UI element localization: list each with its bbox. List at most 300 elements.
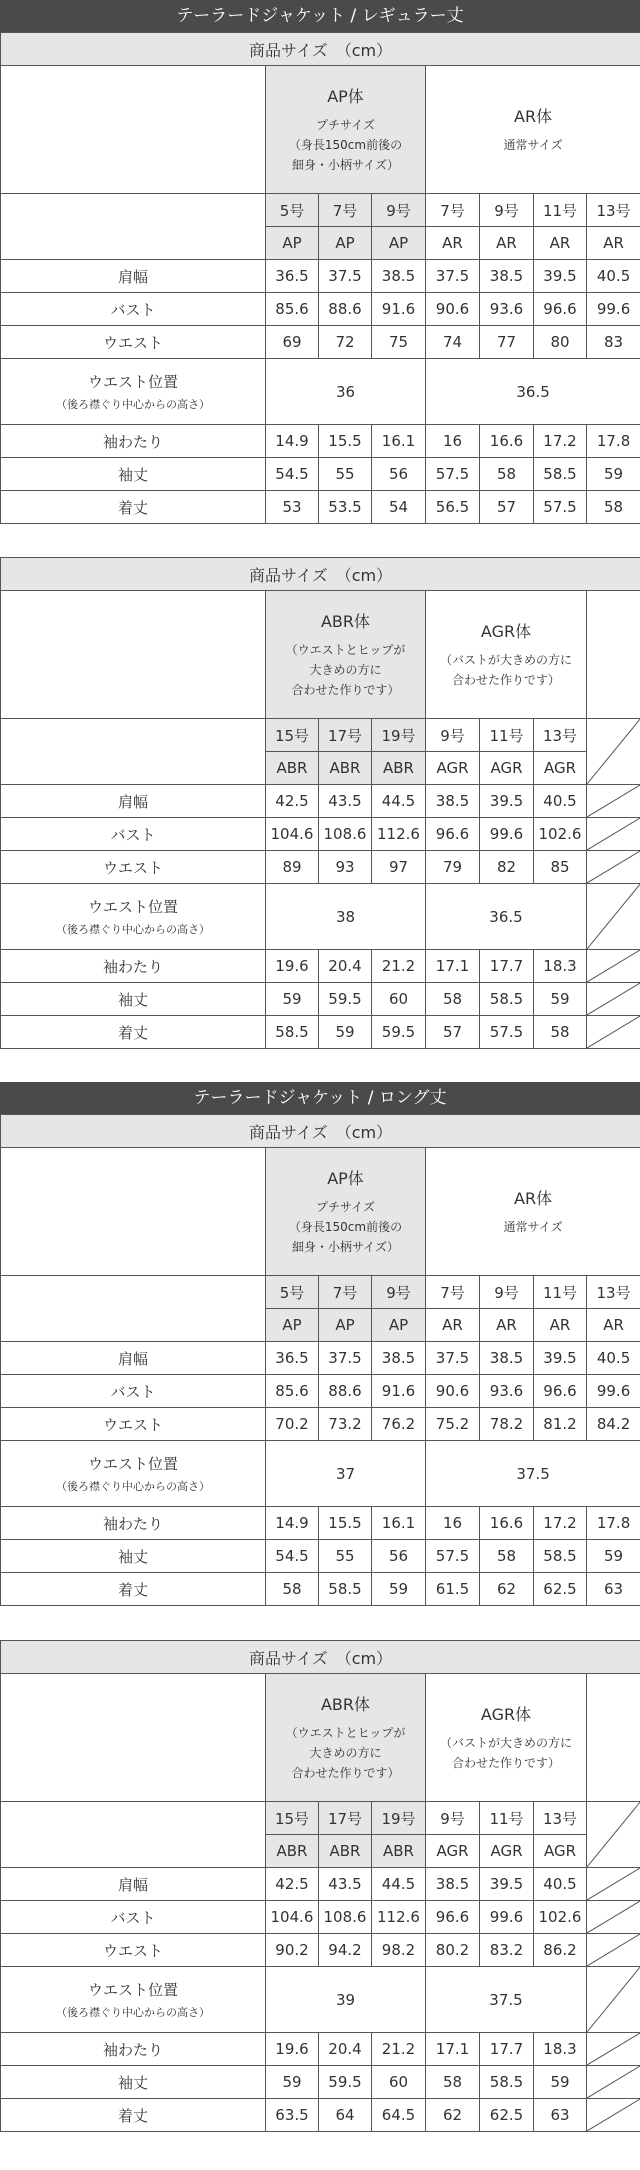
table-row bbox=[1, 1408, 640, 1441]
waist-position-note: （後ろ襟ぐり中心からの高さ） bbox=[56, 398, 210, 411]
table-row bbox=[1, 1507, 640, 1540]
group-desc-line: 細身・小柄サイズ） bbox=[291, 158, 400, 172]
value-cell: 38 bbox=[266, 884, 426, 950]
value-cell: 20.4 bbox=[319, 2033, 372, 2066]
value-cell: 38.5 bbox=[480, 1342, 534, 1375]
value-cell: 38.5 bbox=[480, 260, 534, 293]
diagonal-empty-cell bbox=[587, 950, 640, 983]
value-cell: 15.5 bbox=[319, 1507, 372, 1540]
value-cell: 112.6 bbox=[372, 1901, 426, 1934]
value-cell: 17.8 bbox=[587, 425, 640, 458]
waist-position-note: （後ろ襟ぐり中心からの高さ） bbox=[56, 2006, 210, 2019]
table-row bbox=[1, 818, 640, 851]
value-cell: 69 bbox=[266, 326, 319, 359]
value-cell: 44.5 bbox=[372, 785, 426, 818]
size-label: 17号 bbox=[319, 719, 372, 752]
value-cell: 64.5 bbox=[372, 2099, 426, 2132]
value-cell: 16 bbox=[426, 425, 480, 458]
group-desc-line: プチサイズ bbox=[315, 118, 376, 132]
value-cell: 55 bbox=[319, 1540, 372, 1573]
group-name: AR体 bbox=[514, 1189, 553, 1208]
group-name: AP体 bbox=[327, 1169, 364, 1188]
value-cell: 57 bbox=[480, 491, 534, 524]
value-cell: 58.5 bbox=[534, 1540, 587, 1573]
row-label: ウエスト bbox=[1, 326, 266, 359]
value-cell: 14.9 bbox=[266, 425, 319, 458]
value-cell: 104.6 bbox=[266, 818, 319, 851]
value-cell: 80 bbox=[534, 326, 587, 359]
value-cell: 40.5 bbox=[587, 1342, 640, 1375]
size-label: 19号 bbox=[372, 1802, 426, 1835]
group-desc-line: 細身・小柄サイズ） bbox=[291, 1240, 400, 1254]
value-cell: 58.5 bbox=[319, 1573, 372, 1606]
value-cell: 16.1 bbox=[372, 1507, 426, 1540]
size-label: 11号 bbox=[480, 719, 534, 752]
value-cell: 37.5 bbox=[426, 1967, 587, 2033]
value-cell: 39.5 bbox=[480, 785, 534, 818]
section-title: テーラードジャケット / レギュラー丈 bbox=[0, 0, 640, 32]
diagonal-empty-cell bbox=[587, 1901, 640, 1934]
value-cell: 17.1 bbox=[426, 2033, 480, 2066]
type-label: ABR bbox=[319, 752, 372, 785]
value-cell: 62.5 bbox=[480, 2099, 534, 2132]
value-cell: 99.6 bbox=[587, 1375, 640, 1408]
table-row bbox=[1, 1375, 640, 1408]
value-cell: 62 bbox=[480, 1573, 534, 1606]
value-cell: 16.6 bbox=[480, 425, 534, 458]
value-cell: 59 bbox=[534, 2066, 587, 2099]
size-label: 13号 bbox=[587, 194, 640, 227]
value-cell: 59.5 bbox=[372, 1016, 426, 1049]
group-desc-line: プチサイズ bbox=[315, 1200, 376, 1214]
type-label: ABR bbox=[372, 752, 426, 785]
value-cell: 89 bbox=[266, 851, 319, 884]
value-cell: 57.5 bbox=[426, 1540, 480, 1573]
value-cell: 99.6 bbox=[480, 1901, 534, 1934]
size-table bbox=[0, 32, 640, 524]
group-abr-header bbox=[266, 591, 426, 719]
table-row bbox=[1, 326, 640, 359]
corner-cell bbox=[1, 66, 266, 194]
waist-position-note: （後ろ襟ぐり中心からの高さ） bbox=[56, 1480, 210, 1493]
size-label: 9号 bbox=[426, 719, 480, 752]
type-label: AP bbox=[319, 227, 372, 260]
value-cell: 70.2 bbox=[266, 1408, 319, 1441]
value-cell: 37.5 bbox=[426, 260, 480, 293]
row-label: 袖丈 bbox=[1, 2066, 266, 2099]
value-cell: 18.3 bbox=[534, 2033, 587, 2066]
size-label: 7号 bbox=[319, 194, 372, 227]
table-header: 商品サイズ （cm） bbox=[1, 558, 640, 591]
table-header: 商品サイズ （cm） bbox=[1, 33, 640, 66]
row-label: 袖わたり bbox=[1, 1507, 266, 1540]
value-cell: 96.6 bbox=[534, 293, 587, 326]
diagonal-empty-cell bbox=[587, 1016, 640, 1049]
value-cell: 82 bbox=[480, 851, 534, 884]
table-row bbox=[1, 1868, 640, 1901]
value-cell: 88.6 bbox=[319, 1375, 372, 1408]
size-label: 9号 bbox=[480, 194, 534, 227]
value-cell: 21.2 bbox=[372, 2033, 426, 2066]
value-cell: 42.5 bbox=[266, 1868, 319, 1901]
waist-position-row bbox=[1, 359, 640, 425]
value-cell: 16.1 bbox=[372, 425, 426, 458]
table-row bbox=[1, 1540, 640, 1573]
group-desc-line: 大きめの方に bbox=[309, 663, 382, 677]
value-cell: 63 bbox=[534, 2099, 587, 2132]
group-desc-line: 通常サイズ bbox=[503, 138, 563, 152]
value-cell: 21.2 bbox=[372, 950, 426, 983]
table-row bbox=[1, 983, 640, 1016]
value-cell: 93 bbox=[319, 851, 372, 884]
value-cell: 79 bbox=[426, 851, 480, 884]
waist-position-row bbox=[1, 1441, 640, 1507]
size-label: 5号 bbox=[266, 194, 319, 227]
value-cell: 36.5 bbox=[266, 1342, 319, 1375]
row-label: 肩幅 bbox=[1, 1868, 266, 1901]
row-label bbox=[1, 884, 266, 950]
row-label: ウエスト bbox=[1, 851, 266, 884]
value-cell: 36.5 bbox=[426, 884, 587, 950]
type-label: AP bbox=[266, 1309, 319, 1342]
value-cell: 90.2 bbox=[266, 1934, 319, 1967]
value-cell: 55 bbox=[319, 458, 372, 491]
value-cell: 102.6 bbox=[534, 1901, 587, 1934]
value-cell: 63.5 bbox=[266, 2099, 319, 2132]
value-cell: 90.6 bbox=[426, 1375, 480, 1408]
value-cell: 36.5 bbox=[426, 359, 640, 425]
diagonal-empty-cell bbox=[587, 983, 640, 1016]
value-cell: 54.5 bbox=[266, 1540, 319, 1573]
row-label: 袖わたり bbox=[1, 2033, 266, 2066]
value-cell: 58 bbox=[266, 1573, 319, 1606]
value-cell: 58.5 bbox=[480, 2066, 534, 2099]
value-cell: 36.5 bbox=[266, 260, 319, 293]
value-cell: 97 bbox=[372, 851, 426, 884]
value-cell: 59.5 bbox=[319, 2066, 372, 2099]
value-cell: 83 bbox=[587, 326, 640, 359]
size-label: 9号 bbox=[480, 1276, 534, 1309]
corner-cell bbox=[1, 591, 266, 719]
value-cell: 16 bbox=[426, 1507, 480, 1540]
value-cell: 75.2 bbox=[426, 1408, 480, 1441]
value-cell: 91.6 bbox=[372, 293, 426, 326]
group-ap-header bbox=[266, 1148, 426, 1276]
diagonal-empty-cell bbox=[587, 884, 640, 950]
value-cell: 62.5 bbox=[534, 1573, 587, 1606]
diagonal-empty-cell bbox=[587, 2033, 640, 2066]
row-label: 袖丈 bbox=[1, 1540, 266, 1573]
table-header: 商品サイズ （cm） bbox=[1, 1641, 640, 1674]
group-desc-line: 合わせた作りです） bbox=[451, 1756, 560, 1770]
type-label: AR bbox=[534, 227, 587, 260]
value-cell: 99.6 bbox=[480, 818, 534, 851]
type-label: AP bbox=[372, 1309, 426, 1342]
diagonal-empty-cell bbox=[587, 1802, 640, 1868]
row-label: ウエスト bbox=[1, 1408, 266, 1441]
value-cell: 88.6 bbox=[319, 293, 372, 326]
value-cell: 96.6 bbox=[426, 818, 480, 851]
row-label: 着丈 bbox=[1, 2099, 266, 2132]
type-label: AGR bbox=[480, 752, 534, 785]
group-name: ABR体 bbox=[320, 1695, 371, 1714]
row-label: 肩幅 bbox=[1, 785, 266, 818]
value-cell: 58 bbox=[480, 1540, 534, 1573]
table-row bbox=[1, 1901, 640, 1934]
value-cell: 78.2 bbox=[480, 1408, 534, 1441]
value-cell: 57.5 bbox=[480, 1016, 534, 1049]
type-label: AR bbox=[587, 227, 640, 260]
group-name: AP体 bbox=[327, 87, 364, 106]
value-cell: 99.6 bbox=[587, 293, 640, 326]
table-row bbox=[1, 2066, 640, 2099]
value-cell: 39.5 bbox=[534, 1342, 587, 1375]
table-row bbox=[1, 785, 640, 818]
group-name: AGR体 bbox=[480, 622, 532, 641]
table-row bbox=[1, 491, 640, 524]
group-abr-header bbox=[266, 1674, 426, 1802]
value-cell: 56 bbox=[372, 1540, 426, 1573]
value-cell: 85.6 bbox=[266, 293, 319, 326]
value-cell: 38.5 bbox=[372, 1342, 426, 1375]
waist-position-label: ウエスト位置 bbox=[87, 898, 178, 916]
type-label: AGR bbox=[480, 1835, 534, 1868]
value-cell: 58 bbox=[426, 2066, 480, 2099]
size-label: 7号 bbox=[319, 1276, 372, 1309]
section-title: テーラードジャケット / ロング丈 bbox=[0, 1082, 640, 1114]
table-row bbox=[1, 458, 640, 491]
value-cell: 58.5 bbox=[266, 1016, 319, 1049]
group-desc-line: （身長150cm前後の bbox=[288, 138, 403, 152]
table-row bbox=[1, 1342, 640, 1375]
value-cell: 14.9 bbox=[266, 1507, 319, 1540]
table-row bbox=[1, 1573, 640, 1606]
value-cell: 42.5 bbox=[266, 785, 319, 818]
value-cell: 40.5 bbox=[587, 260, 640, 293]
value-cell: 63 bbox=[587, 1573, 640, 1606]
row-label: 着丈 bbox=[1, 491, 266, 524]
type-label: AP bbox=[319, 1309, 372, 1342]
value-cell: 59.5 bbox=[319, 983, 372, 1016]
waist-position-label: ウエスト位置 bbox=[87, 373, 178, 391]
size-label: 13号 bbox=[534, 719, 587, 752]
group-name: AGR体 bbox=[480, 1705, 532, 1724]
group-desc-line: 合わせた作りです） bbox=[451, 673, 560, 687]
type-label: AP bbox=[372, 227, 426, 260]
value-cell: 60 bbox=[372, 983, 426, 1016]
value-cell: 59 bbox=[587, 1540, 640, 1573]
empty-cell bbox=[587, 591, 640, 719]
row-label: バスト bbox=[1, 818, 266, 851]
value-cell: 85 bbox=[534, 851, 587, 884]
value-cell: 56.5 bbox=[426, 491, 480, 524]
value-cell: 38.5 bbox=[372, 260, 426, 293]
value-cell: 17.8 bbox=[587, 1507, 640, 1540]
value-cell: 104.6 bbox=[266, 1901, 319, 1934]
row-label bbox=[1, 1441, 266, 1507]
value-cell: 56 bbox=[372, 458, 426, 491]
value-cell: 53.5 bbox=[319, 491, 372, 524]
value-cell: 96.6 bbox=[534, 1375, 587, 1408]
value-cell: 73.2 bbox=[319, 1408, 372, 1441]
value-cell: 39 bbox=[266, 1967, 426, 2033]
value-cell: 36 bbox=[266, 359, 426, 425]
value-cell: 58 bbox=[534, 1016, 587, 1049]
value-cell: 37 bbox=[266, 1441, 426, 1507]
type-label: AGR bbox=[426, 1835, 480, 1868]
value-cell: 93.6 bbox=[480, 293, 534, 326]
type-label: AGR bbox=[426, 752, 480, 785]
value-cell: 17.7 bbox=[480, 2033, 534, 2066]
corner-cell bbox=[1, 1276, 266, 1342]
value-cell: 17.1 bbox=[426, 950, 480, 983]
diagonal-empty-cell bbox=[587, 1934, 640, 1967]
corner-cell bbox=[1, 1802, 266, 1868]
value-cell: 20.4 bbox=[319, 950, 372, 983]
row-label: 肩幅 bbox=[1, 260, 266, 293]
group-ar-header bbox=[426, 1148, 640, 1276]
size-table bbox=[0, 557, 640, 1049]
table-row bbox=[1, 293, 640, 326]
value-cell: 57 bbox=[426, 1016, 480, 1049]
type-label: ABR bbox=[266, 1835, 319, 1868]
value-cell: 59 bbox=[372, 1573, 426, 1606]
waist-position-label: ウエスト位置 bbox=[87, 1981, 178, 1999]
group-agr-header bbox=[426, 1674, 587, 1802]
table-header: 商品サイズ （cm） bbox=[1, 1115, 640, 1148]
value-cell: 94.2 bbox=[319, 1934, 372, 1967]
table-row bbox=[1, 1934, 640, 1967]
type-label: ABR bbox=[319, 1835, 372, 1868]
value-cell: 61.5 bbox=[426, 1573, 480, 1606]
value-cell: 108.6 bbox=[319, 818, 372, 851]
row-label bbox=[1, 1967, 266, 2033]
table-row bbox=[1, 950, 640, 983]
value-cell: 44.5 bbox=[372, 1868, 426, 1901]
size-label: 19号 bbox=[372, 719, 426, 752]
group-agr-header bbox=[426, 591, 587, 719]
type-label: AR bbox=[480, 1309, 534, 1342]
diagonal-empty-cell bbox=[587, 1967, 640, 2033]
row-label: バスト bbox=[1, 293, 266, 326]
group-desc-line: 合わせた作りです） bbox=[291, 683, 400, 697]
value-cell: 86.2 bbox=[534, 1934, 587, 1967]
value-cell: 19.6 bbox=[266, 950, 319, 983]
group-desc-line: （ウエストとヒップが bbox=[285, 1726, 406, 1740]
corner-cell bbox=[1, 1148, 266, 1276]
value-cell: 38.5 bbox=[426, 785, 480, 818]
value-cell: 54.5 bbox=[266, 458, 319, 491]
value-cell: 17.7 bbox=[480, 950, 534, 983]
value-cell: 57.5 bbox=[534, 491, 587, 524]
waist-position-row bbox=[1, 1967, 640, 2033]
value-cell: 64 bbox=[319, 2099, 372, 2132]
size-label: 11号 bbox=[480, 1802, 534, 1835]
value-cell: 19.6 bbox=[266, 2033, 319, 2066]
diagonal-empty-cell bbox=[587, 1868, 640, 1901]
table-row bbox=[1, 425, 640, 458]
value-cell: 37.5 bbox=[426, 1441, 640, 1507]
value-cell: 39.5 bbox=[534, 260, 587, 293]
value-cell: 15.5 bbox=[319, 425, 372, 458]
group-desc-line: 通常サイズ bbox=[503, 1220, 563, 1234]
group-desc-line: （身長150cm前後の bbox=[288, 1220, 403, 1234]
size-label: 9号 bbox=[372, 194, 426, 227]
diagonal-empty-cell bbox=[587, 851, 640, 884]
value-cell: 37.5 bbox=[319, 260, 372, 293]
value-cell: 58 bbox=[587, 491, 640, 524]
empty-cell bbox=[587, 1674, 640, 1802]
value-cell: 58.5 bbox=[480, 983, 534, 1016]
type-label: AR bbox=[480, 227, 534, 260]
row-label bbox=[1, 359, 266, 425]
group-name: AR体 bbox=[514, 107, 553, 126]
type-label: AGR bbox=[534, 1835, 587, 1868]
size-table bbox=[0, 1640, 640, 2132]
value-cell: 75 bbox=[372, 326, 426, 359]
size-label: 5号 bbox=[266, 1276, 319, 1309]
size-label: 13号 bbox=[534, 1802, 587, 1835]
row-label: 袖丈 bbox=[1, 983, 266, 1016]
value-cell: 60 bbox=[372, 2066, 426, 2099]
size-label: 15号 bbox=[266, 719, 319, 752]
row-label: 肩幅 bbox=[1, 1342, 266, 1375]
value-cell: 90.6 bbox=[426, 293, 480, 326]
size-label: 17号 bbox=[319, 1802, 372, 1835]
value-cell: 54 bbox=[372, 491, 426, 524]
type-label: AR bbox=[426, 1309, 480, 1342]
size-label: 11号 bbox=[534, 1276, 587, 1309]
value-cell: 85.6 bbox=[266, 1375, 319, 1408]
value-cell: 76.2 bbox=[372, 1408, 426, 1441]
value-cell: 112.6 bbox=[372, 818, 426, 851]
size-label: 7号 bbox=[426, 194, 480, 227]
size-label: 13号 bbox=[587, 1276, 640, 1309]
value-cell: 40.5 bbox=[534, 785, 587, 818]
value-cell: 93.6 bbox=[480, 1375, 534, 1408]
size-label: 11号 bbox=[534, 194, 587, 227]
value-cell: 77 bbox=[480, 326, 534, 359]
value-cell: 96.6 bbox=[426, 1901, 480, 1934]
value-cell: 59 bbox=[587, 458, 640, 491]
table-row bbox=[1, 2033, 640, 2066]
size-label: 15号 bbox=[266, 1802, 319, 1835]
value-cell: 43.5 bbox=[319, 785, 372, 818]
row-label: バスト bbox=[1, 1375, 266, 1408]
value-cell: 17.2 bbox=[534, 425, 587, 458]
value-cell: 91.6 bbox=[372, 1375, 426, 1408]
group-ap-header bbox=[266, 66, 426, 194]
group-desc-line: （バストが大きめの方に bbox=[439, 653, 572, 667]
row-label: 袖丈 bbox=[1, 458, 266, 491]
waist-position-row bbox=[1, 884, 640, 950]
value-cell: 59 bbox=[534, 983, 587, 1016]
value-cell: 53 bbox=[266, 491, 319, 524]
size-label: 7号 bbox=[426, 1276, 480, 1309]
value-cell: 58 bbox=[426, 983, 480, 1016]
group-name: ABR体 bbox=[320, 612, 371, 631]
group-desc-line: 合わせた作りです） bbox=[291, 1766, 400, 1780]
type-label: AR bbox=[587, 1309, 640, 1342]
value-cell: 37.5 bbox=[426, 1342, 480, 1375]
group-ar-header bbox=[426, 66, 640, 194]
waist-position-label: ウエスト位置 bbox=[87, 1455, 178, 1473]
group-desc-line: 大きめの方に bbox=[309, 1746, 382, 1760]
table-row bbox=[1, 260, 640, 293]
value-cell: 62 bbox=[426, 2099, 480, 2132]
value-cell: 59 bbox=[319, 1016, 372, 1049]
group-desc-line: （ウエストとヒップが bbox=[285, 643, 406, 657]
